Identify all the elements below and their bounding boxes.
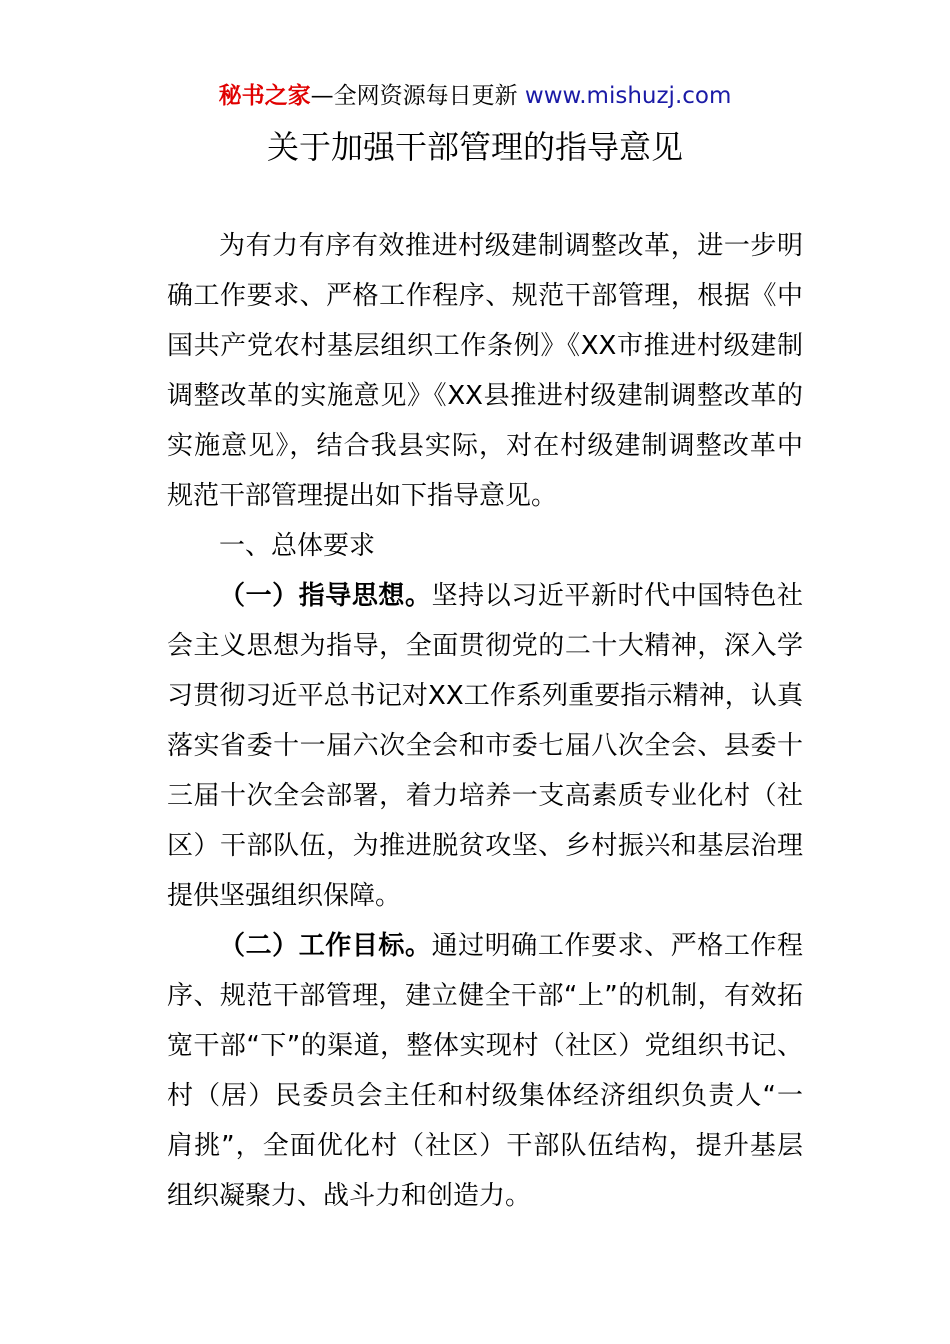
section-heading: 一、总体要求 [219, 531, 376, 561]
intro-paragraph: 为有力有序有效推进村级建制调整改革，进一步明确工作要求、严格工作程序、规范干部管理，根据《中国共产党农村基层组织工作条例》《XX市推进村级建制调整改革的实施意见》《XX县推进村级建制调整改革的实施意见》，结合我县实际，对在村级建制调整改革中规范干部管理提出如下指导意见。 [167, 231, 803, 511]
item-label: （一）指导思想。 [219, 581, 432, 611]
site-brand: 秘书之家 [218, 83, 311, 109]
item-label: （二）工作目标。 [219, 931, 432, 961]
document-body [167, 221, 803, 1221]
site-url-link[interactable]: www.mishuzj.com [524, 83, 732, 109]
work-goal-paragraph [167, 921, 803, 1221]
site-slogan: —全网资源每日更新 [310, 83, 518, 109]
document-title: 关于加强干部管理的指导意见 [266, 128, 683, 166]
guiding-ideology-paragraph [167, 571, 803, 921]
item-text: 通过明确工作要求、严格工作程序、规范干部管理，建立健全干部“上”的机制，有效拓宽干部“下”的渠道，整体实现村（社区）党组织书记、村（居）民委员会主任和村级集体经济组织负责人“一肩挑”，全面优化村（社区）干部队伍结构，提升基层组织凝聚力、战斗力和创造力。 [167, 931, 803, 1211]
item-text: 坚持以习近平新时代中国特色社会主义思想为指导，全面贯彻党的二十大精神，深入学习贯彻习近平总书记对XX工作系列重要指示精神，认真落实省委十一届六次全会和市委七届八次全会、县委十三届十次全会部署，着力培养一支高素质专业化村（社区）干部队伍，为推进脱贫攻坚、乡村振兴和基层治理提供坚强组织保障。 [167, 581, 803, 911]
site-header [0, 80, 950, 112]
